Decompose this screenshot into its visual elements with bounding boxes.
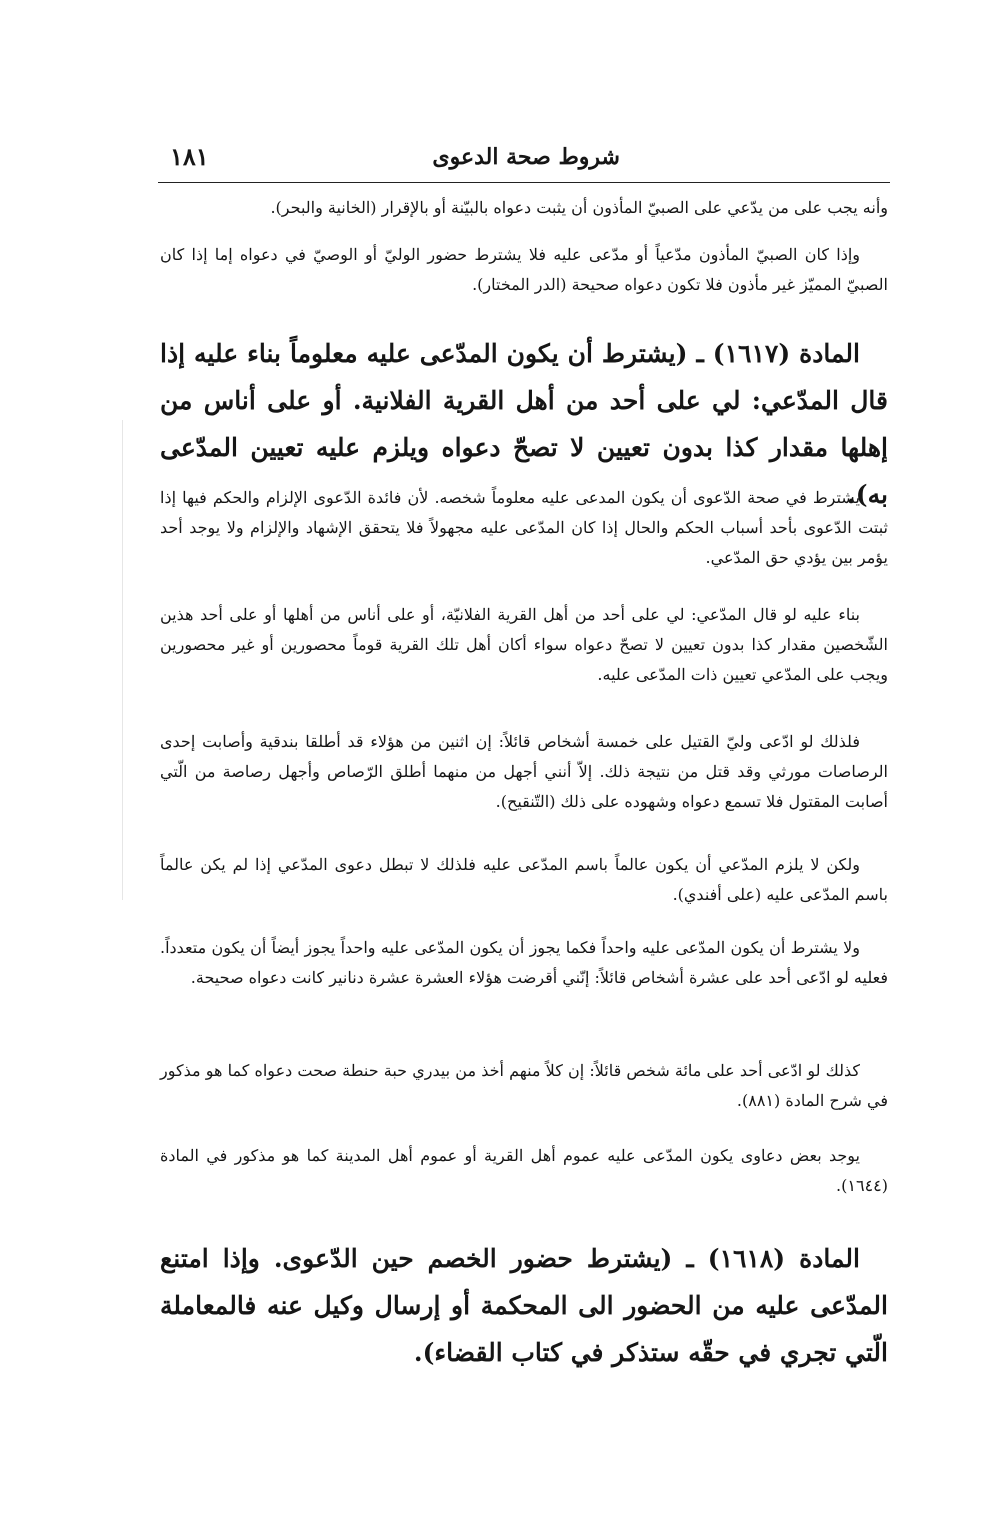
article-1617: المادة (١٦١٧) ـ (يشترط أن يكون المدّعى عليه معلوماً بناء عليه إذا قال المدّعي: لي على أحد من أهل القرية الفلانية. أو على أناس من إهلها مقدار كذا بدون تعيين لا تصحّ دعواه ويلزم عليه تعيين المدّعى به). xyxy=(160,339,888,509)
paragraph-6: ولكن لا يلزم المدّعي أن يكون عالماً باسم المدّعى عليه فلذلك لا تبطل دعوى المدّعي إذا لم يكن عالماً باسم المدّعى عليه (على أفندي). xyxy=(160,855,888,904)
article-1618: المادة (١٦١٨) ـ (يشترط حضور الخصم حين الدّعوى. وإذا امتنع المدّعى عليه من الحضور الى المحكمة أو إرسال وكيل عنه فالمعاملة الّتي تجري في حقّه ستذكر في كتاب القضاء). xyxy=(160,1244,888,1367)
paragraph-1: وأنه يجب على من يدّعي على الصبيّ المأذون أن يثبت دعواه بالبيّنة أو بالإقرار (الخانية والبحر). xyxy=(270,198,888,217)
paragraph-3: يشترط في صحة الدّعوى أن يكون المدعى عليه معلوماً شخصه. لأن فائدة الدّعوى الإلزام والحكم فيها إذا ثبتت الدّعوى بأحد أسباب الحكم والحال إذا كان المدّعى عليه مجهولاً فلا يتحقق الإشهاد والإلزام ولا يوجد أحد يؤمر بين يؤدي حق المدّعي. xyxy=(160,488,889,567)
paragraph-2: وإذا كان الصبيّ المأذون مدّعياً أو مدّعى عليه فلا يشترط حضور الوليّ أو الوصيّ في دعواه إما إذا كان الصبيّ المميّز غير مأذون فلا تكون دعواه صحيحة (الدر المختار). xyxy=(160,245,888,294)
running-title: شروط صحة الدعوى xyxy=(432,144,620,170)
page-header xyxy=(160,140,890,180)
paragraph-5: فلذلك لو ادّعى وليّ القتيل على خمسة أشخاص قائلاً: إن اثنين من هؤلاء قد أطلقا بندقية وأصابت إحدى الرصاصات مورثي وقد قتل من نتيجة ذلك. إلاّ أنني أجهل من منهما أطلق الرّصاص وأجهل رصاصة من الّتي أصابت المقتول فلا تسمع دعواه وشهوده على ذلك (التّنقيح). xyxy=(160,732,889,811)
paragraph-9: يوجد بعض دعاوى يكون المدّعى عليه عموم أهل القرية أو عموم أهل المدينة كما هو مذكور في المادة (١٦٤٤). xyxy=(160,1146,888,1195)
page-number: ١٨١ xyxy=(170,142,209,171)
paragraph-7: ولا يشترط أن يكون المدّعى عليه واحداً فكما يجوز أن يكون المدّعى عليه واحداً يجوز أيضاً أن يكون متعدداً. فعليه لو ادّعى أحد على عشرة أشخاص قائلاً: إنّني أقرضت هؤلاء العشرة عشرة دنانير كانت دعواه صحيحة. xyxy=(160,938,888,987)
scan-artifact-line xyxy=(122,420,123,900)
header-rule xyxy=(158,182,890,183)
paragraph-4: بناء عليه لو قال المدّعي: لي على أحد من أهل القرية الفلانيّة، أو على أناس من أهلها أو على أحد هذين الشّخصين مقدار كذا بدون تعيين لا تصحّ دعواه سواء أكان أهل تلك القرية قوماً محصورين أو غير محصورين ويجب على المدّعي تعيين ذات المدّعى عليه. xyxy=(160,605,888,684)
paragraph-8: كذلك لو ادّعى أحد على مائة شخص قائلاً: إن كلاً منهم أخذ من بيدري حبة حنطة صحت دعواه كما هو مذكور في شرح المادة (٨٨١). xyxy=(160,1061,888,1110)
